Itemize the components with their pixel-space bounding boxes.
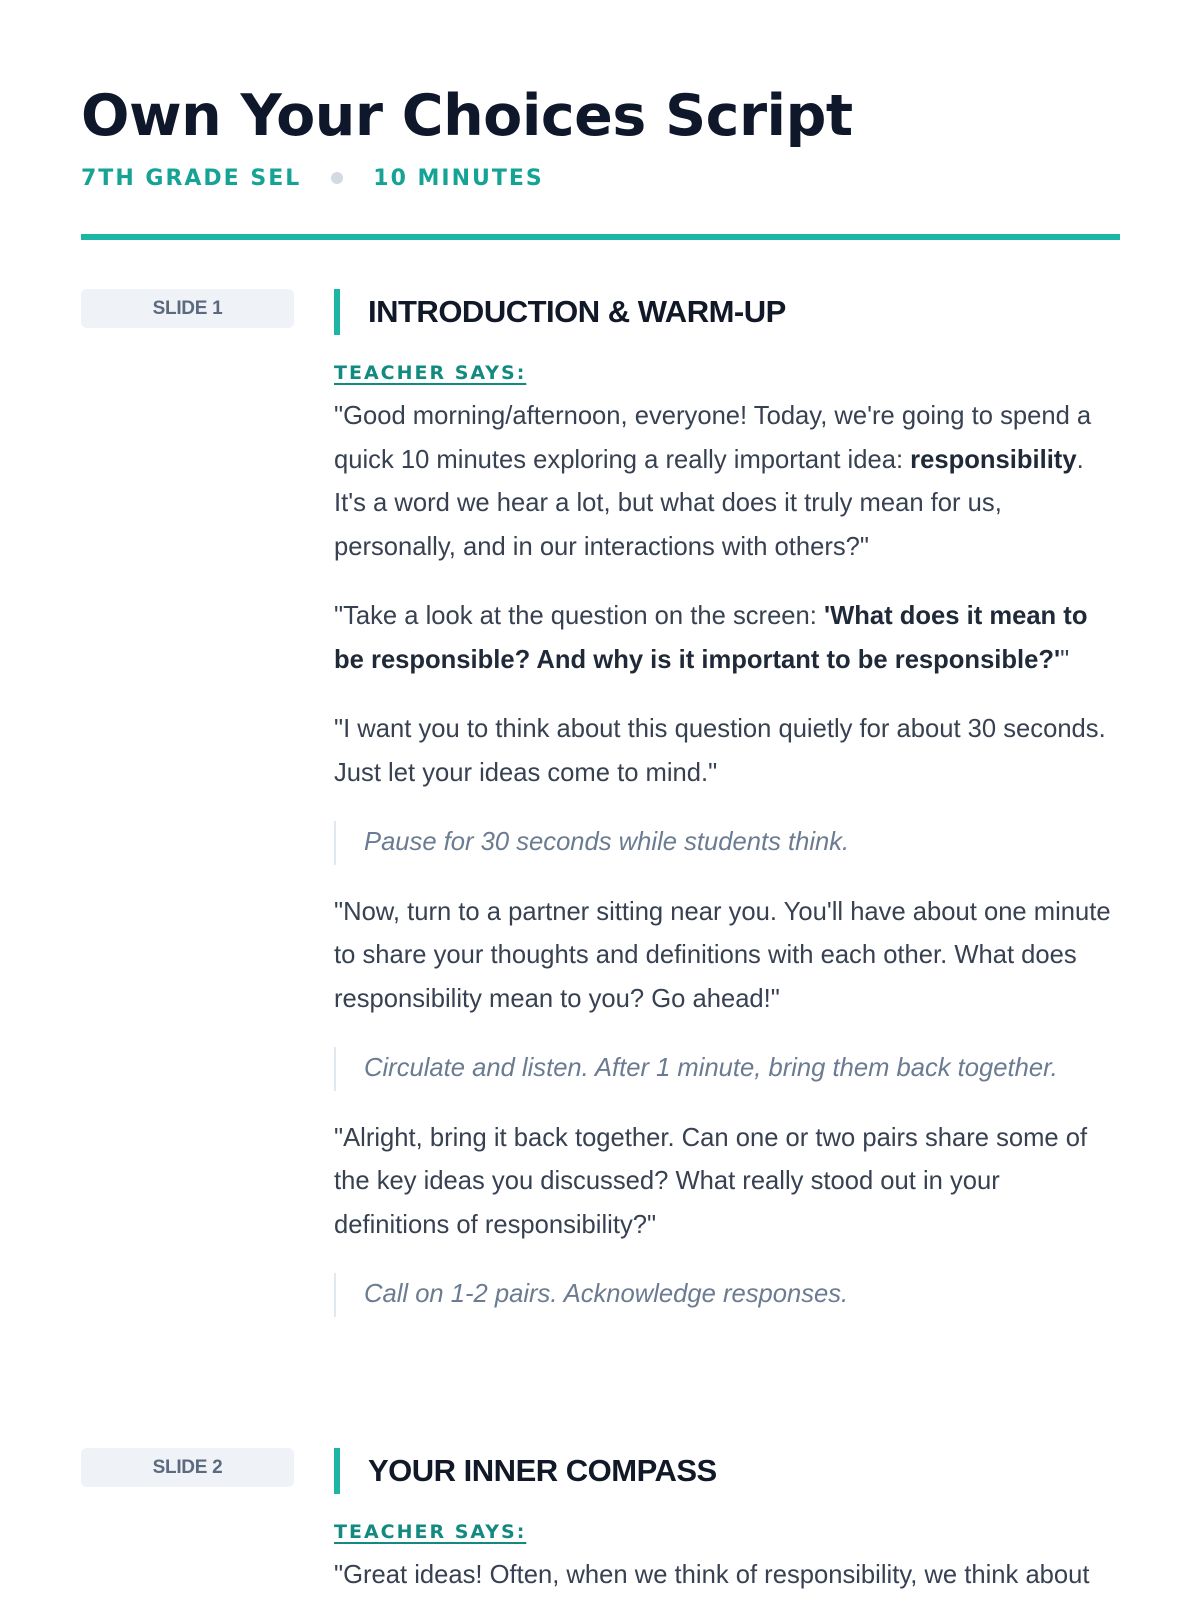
grade-label: 7TH GRADE SEL bbox=[81, 165, 302, 191]
lesson-meta bbox=[81, 162, 544, 194]
slide-badge: SLIDE 2 bbox=[81, 1448, 294, 1487]
slide-content bbox=[334, 1448, 1120, 1598]
speech-text: "Take a look at the question on the screen: bbox=[334, 602, 824, 630]
speech-text: "Good morning/afternoon, everyone! Today, we're going to spend a quick 10 minutes exploring a really important idea: bbox=[334, 402, 1092, 474]
teacher-says-label: TEACHER SAYS: bbox=[334, 1521, 527, 1543]
stage-direction-note: Call on 1-2 pairs. Acknowledge responses. bbox=[334, 1273, 1120, 1317]
separator-dot-icon bbox=[331, 172, 343, 184]
teacher-speech: "Now, turn to a partner sitting near you. You'll have about one minute to share your thoughts and definitions with each other. What does responsibility mean to you? Go ahead!" bbox=[334, 897, 1111, 1013]
teacher-says-label: TEACHER SAYS: bbox=[334, 362, 527, 384]
teacher-speech: "Alright, bring it back together. Can one or two pairs share some of the key ideas you discussed? What really stood out in your definitions of responsibility?" bbox=[334, 1123, 1088, 1239]
stage-direction-note: Circulate and listen. After 1 minute, bring them back together. bbox=[334, 1047, 1120, 1091]
teacher-speech bbox=[334, 595, 1120, 682]
emphasis-text: 'What does it mean to be responsible? And why is it important to be responsible?' bbox=[334, 602, 1088, 674]
duration-label: 10 MINUTES bbox=[373, 165, 544, 191]
stage-direction-note: Pause for 30 seconds while students think. bbox=[334, 821, 1120, 865]
teacher-speech: "Great ideas! Often, when we think of responsibility, we think about bbox=[334, 1561, 1090, 1589]
slide-content bbox=[334, 289, 1120, 1317]
speech-text: . It's a word we hear a lot, but what does it truly mean for us, personally, and in our interactions with others?" bbox=[334, 445, 1084, 561]
slide-badge: SLIDE 1 bbox=[81, 289, 294, 328]
teacher-speech bbox=[334, 395, 1120, 569]
section-title: INTRODUCTION & WARM-UP bbox=[334, 289, 1120, 335]
teacher-speech: "I want you to think about this question quietly for about 30 seconds. Just let your ideas come to mind." bbox=[334, 715, 1106, 787]
page-title: Own Your Choices Script bbox=[81, 83, 853, 149]
speech-text: " bbox=[1060, 645, 1070, 674]
emphasis-text: responsibility bbox=[910, 445, 1077, 474]
header-divider bbox=[81, 234, 1120, 240]
section-title: YOUR INNER COMPASS bbox=[334, 1448, 1120, 1494]
